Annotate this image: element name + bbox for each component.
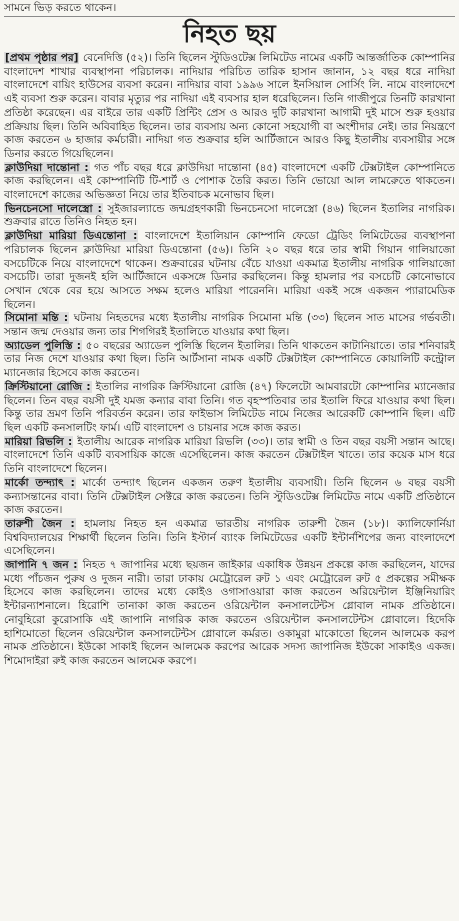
- victim-name: অ্যাডেল পুলিস্তি :: [5, 339, 81, 352]
- victim-name: সিমোনা মন্তি :: [5, 312, 69, 325]
- article-paragraph: [4, 52, 455, 162]
- paragraph-text: ঘটনায় নিহতদের মধ্যে ইতালীয় নাগরিক সিমোনা মন্তি (৩৩) ছিলেন সাত মাসের গর্ভবতী। সন্তান জন্ম দেওয়ার জন্য তার শিগগিরই ইতালিতে যাওয়ার কথা ছিল।: [4, 312, 456, 339]
- divider: [4, 16, 455, 17]
- paragraph-text: সুইজারল্যান্ডে জন্মগ্রহণকারী ভিনচেনসো দালেস্ত্রো (৪৬) ছিলেন ইতালির নাগরিক। শুক্রবার রাতে তিনিও নিহত হন।: [4, 202, 455, 229]
- paragraph-text: বেনেদিত্তি (৫২)। তিনি ছিলেন স্টুডিওটেক্স লিমিটেড নামের একটি আন্তর্জাতিক কোম্পানির বাংলাদেশ শাখার ব্যবস্থাপনা পরিচালক। নাদিয়ার পরিচিত তারিক হাসান জানান, ১২ বছর ধরে নাদিয়া বাংলাদেশে বায়িং হাউসের ব্যবসা করেন। নাদিয়ার বাবা ১৯৯৬ সালে ইনসিয়াল সোর্সিং লি. নামে বাংলাদেশে এই ব্যবসা শুরু করেন। বাবার মৃত্যুর পর নাদিয়া এই ব্যবসার হাল ধরেছিলেন। তিনি গাজীপুরে তিনটি কারখানা প্রতিষ্ঠা করেছেন। এর বাইরে তার একটি প্রিন্টিং প্রেস ও আরও দুটি কারখানা আগামী দুই মাসে শুরু হওয়ার প্রক্রিয়ায় ছিল। তিনি অবিবাহিত ছিলেন। তার ব্যবসায় অন্য কোনো সহযোগী বা অংশীদার নেই। তার নিয়ন্ত্রণে কাজ করতেন ৬ হাজার কর্মচারী। নাদিয়া গত শুক্রবার হলি আর্টিজানে আরও কিছু ইতালীয় ব্যবসায়ীর সঙ্গে ডিনার করতে গিয়েছিলেন।: [4, 52, 455, 160]
- article-paragraph: [4, 436, 455, 477]
- previous-article-tail: সামনে ভিড় করতে থাকেন।: [4, 2, 117, 14]
- victim-name: তারুশী জৈন :: [5, 517, 75, 530]
- paragraph-text: গত পাঁচ বছর ধরে ক্লাউদিয়া দান্তোনা (৪৫) বাংলাদেশে একটি টেক্সটাইল কোম্পানিতে কাজ করছিলেন। এই কোম্পানিটি টি-শার্ট ও পোশাক তৈরি করত। তিনি ভোয়াে আল লামরুেতে থাকতেন। বাংলাদেশে কাজের অভিজ্ঞতা নিয়ে তার ইতিবাচক মনোভাব ছিল।: [4, 161, 456, 202]
- article-paragraph: [4, 312, 455, 339]
- article-paragraph: [4, 230, 455, 312]
- article-paragraph: [4, 203, 455, 230]
- victim-name: মারিয়া রিভলি :: [5, 435, 73, 448]
- paragraph-text: মার্কো তন্দ্যাৎ ছিলেন একজন তরুণ ইতালীয় ব্যবসায়ী। তিনি ছিলেন ৬ বছর বয়সী কন্যাসন্তানের বাবা। তিনি টেক্সটাইল সেক্টরে কাজ করতেন। তিনি স্টুডিওটেক্স লিমিটেড নামে একটি প্রতিষ্ঠানে কাজ করতেন।: [4, 476, 455, 517]
- victim-name: ভিনচেনসো দালেস্ত্রো :: [5, 202, 102, 215]
- article-paragraph: [4, 477, 455, 518]
- victim-name: ক্রিস্টিয়ানো রোজি :: [5, 380, 91, 393]
- article-paragraph: [4, 340, 455, 381]
- article-headline: নিহত ছয়: [183, 19, 276, 48]
- paragraph-text: হামলায় নিহত হন একমাত্র ভারতীয় নাগরিক তারুশী জৈন (১৮)। ক্যালিফোর্নিয়া বিশ্ববিদ্যালয়ের শিক্ষার্থী ছিলেন তিনি। তিনি ইস্টার্ন ব্যাংক লিমিটেডের একটি ইন্টার্নশিপের জন্য বাংলাদেশে এসেছিলেন।: [4, 517, 455, 558]
- paragraph-text: বাংলাদেশে ইতালিয়ান কোম্পানি ফেডো ট্রেডিং লিমিটেডের ব্যবস্থাপনা পরিচালক ছিলেন ক্লাউদিয়া মারিয়া ডিএন্তোনা (৫৬)। তিনি ২০ বছর ধরে তার স্বামী গিয়ান গালিয়াজো বসচেটিকে নিয়ে বাংলাদেশে থাকেন। শুক্রবারের ঘটনায় বেঁচে যাওয়া একমাত্র ইতালীয় নাগরিক গালিয়াজো বসচেটি। তারা দুজনই হলি আর্টিজানে একসঙ্গে ডিনার করছিলেন। কিন্তু হামলার পর বসচেটি কোনোভাবে সেখান থেকে বের হয়ে আসতে সক্ষম হলেও মারিয়া পারেননি। মারিয়া একই সঙ্গে একজন প্যারামেডিক ছিলেন।: [4, 230, 455, 311]
- article-paragraph: [4, 559, 455, 669]
- victim-name: ক্লাউদিয়া দান্তোনা :: [5, 161, 89, 174]
- continuation-marker: [প্রথম পৃষ্ঠার পর]: [5, 52, 79, 64]
- article-paragraph: [4, 381, 455, 436]
- article-paragraph: [4, 518, 455, 559]
- victim-name: জাপানি ৭ জন :: [5, 559, 78, 572]
- paragraph-text: নিহত ৭ জাপানির মধ্যে ছয়জন জাইকার একাধিক উন্নয়ন প্রকল্পে কাজ করছিলেন, যাদের মধ্যে পাঁচজন পুরুষ ও দুজন নারী। তারা ঢাকায় মেট্রোরেল রুট ১ এবং মেট্রোরেল রুট ৫ প্রকল্পের সমীক্ষক হিসেবে কাজ করছিলেন। তাদের মধ্যে কোইও ওগাসাওয়ারা কাজ করতেন অরিয়েন্টাল ইঞ্জিনিয়ারিং ইন্টারন্যাশনালে। হিরোশি তানাকা কাজ করতেন ওরিয়েন্টাল কনসালটেন্টস গ্লোবাল নামক প্রতিষ্ঠানে। নোবুহিরো কুরোসাকি এই জাপানি নাগরিক কাজ করতেন ওরিয়েন্টাল কনসালটেন্টস গ্লোবালে। হিদেকি হাশিমোতো ছিলেন ওরিয়েন্টাল কনসালটেন্টস গ্লোবালে কর্মরত। ওকামুরা মাকোতো ছিলেন আলমেক করপ নামক প্রতিষ্ঠানে। ইউকো সাকাই ছিলেন আলমেক করপের আরেক সদস্য জাপানিজ ইউকো সাকাইও একজ। শিমোদাইরা রুই কাজ করতেন আলমেক করপে।: [4, 559, 455, 667]
- paragraph-text: ইতালীয় আরেক নাগরিক মারিয়া রিভলি (৩৩)। তার স্বামী ও তিন বছর বয়সী সন্তান আছে। বাংলাদেশে তিনি একটি ব্যবসায়িক কাজে এসেছিলেন। কাজ করতেন টেক্সটাইল খাতে। তার কয়েক মাস ধরে তিনি বাংলাদেশে ছিলেন।: [4, 435, 455, 476]
- paragraph-text: ইতালির নাগরিক ক্রিস্টিয়ানো রোজি (৪৭) ফিলেটো আমবারটো কোম্পানির ম্যানেজার ছিলেন। তিন বছর বয়সী দুই যমজ কন্যার বাবা তিনি। গত বৃহস্পতিবার তার ইতালি ফিরে যাওয়ার কথা ছিল। কিন্তু তার ভ্রমণ তিনি পরিবর্তন করেন। তার ফাইভাস লিমিটেড নামে নিজের আরেকটি কোম্পানি ছিল। এটি ছিল একটি কনসালটিং ফার্ম। এটি বাংলাদেশ ও চায়নার সঙ্গে কাজ করত।: [4, 380, 455, 434]
- article-body: [4, 52, 455, 669]
- article-paragraph: [4, 162, 455, 203]
- paragraph-text: ৫০ বছরের অ্যাডেল পুলিস্তি ছিলেন ইতালির। তিনি থাকতেন কাটানিয়াতে। তার শনিবারই তার নিজ দেশে যাওয়ার কথা ছিল। তিনি আর্টসানা নামক একটি টেক্সটাইল কোম্পানিতে কোয়ালিটি কন্ট্রোল ম্যানেজার হিসেবে কাজ করতেন।: [4, 339, 455, 380]
- victim-name: মার্কো তন্দ্যাৎ :: [5, 476, 75, 489]
- victim-name: ক্লাউদিয়া মারিয়া ডিএন্তোনা :: [5, 230, 138, 243]
